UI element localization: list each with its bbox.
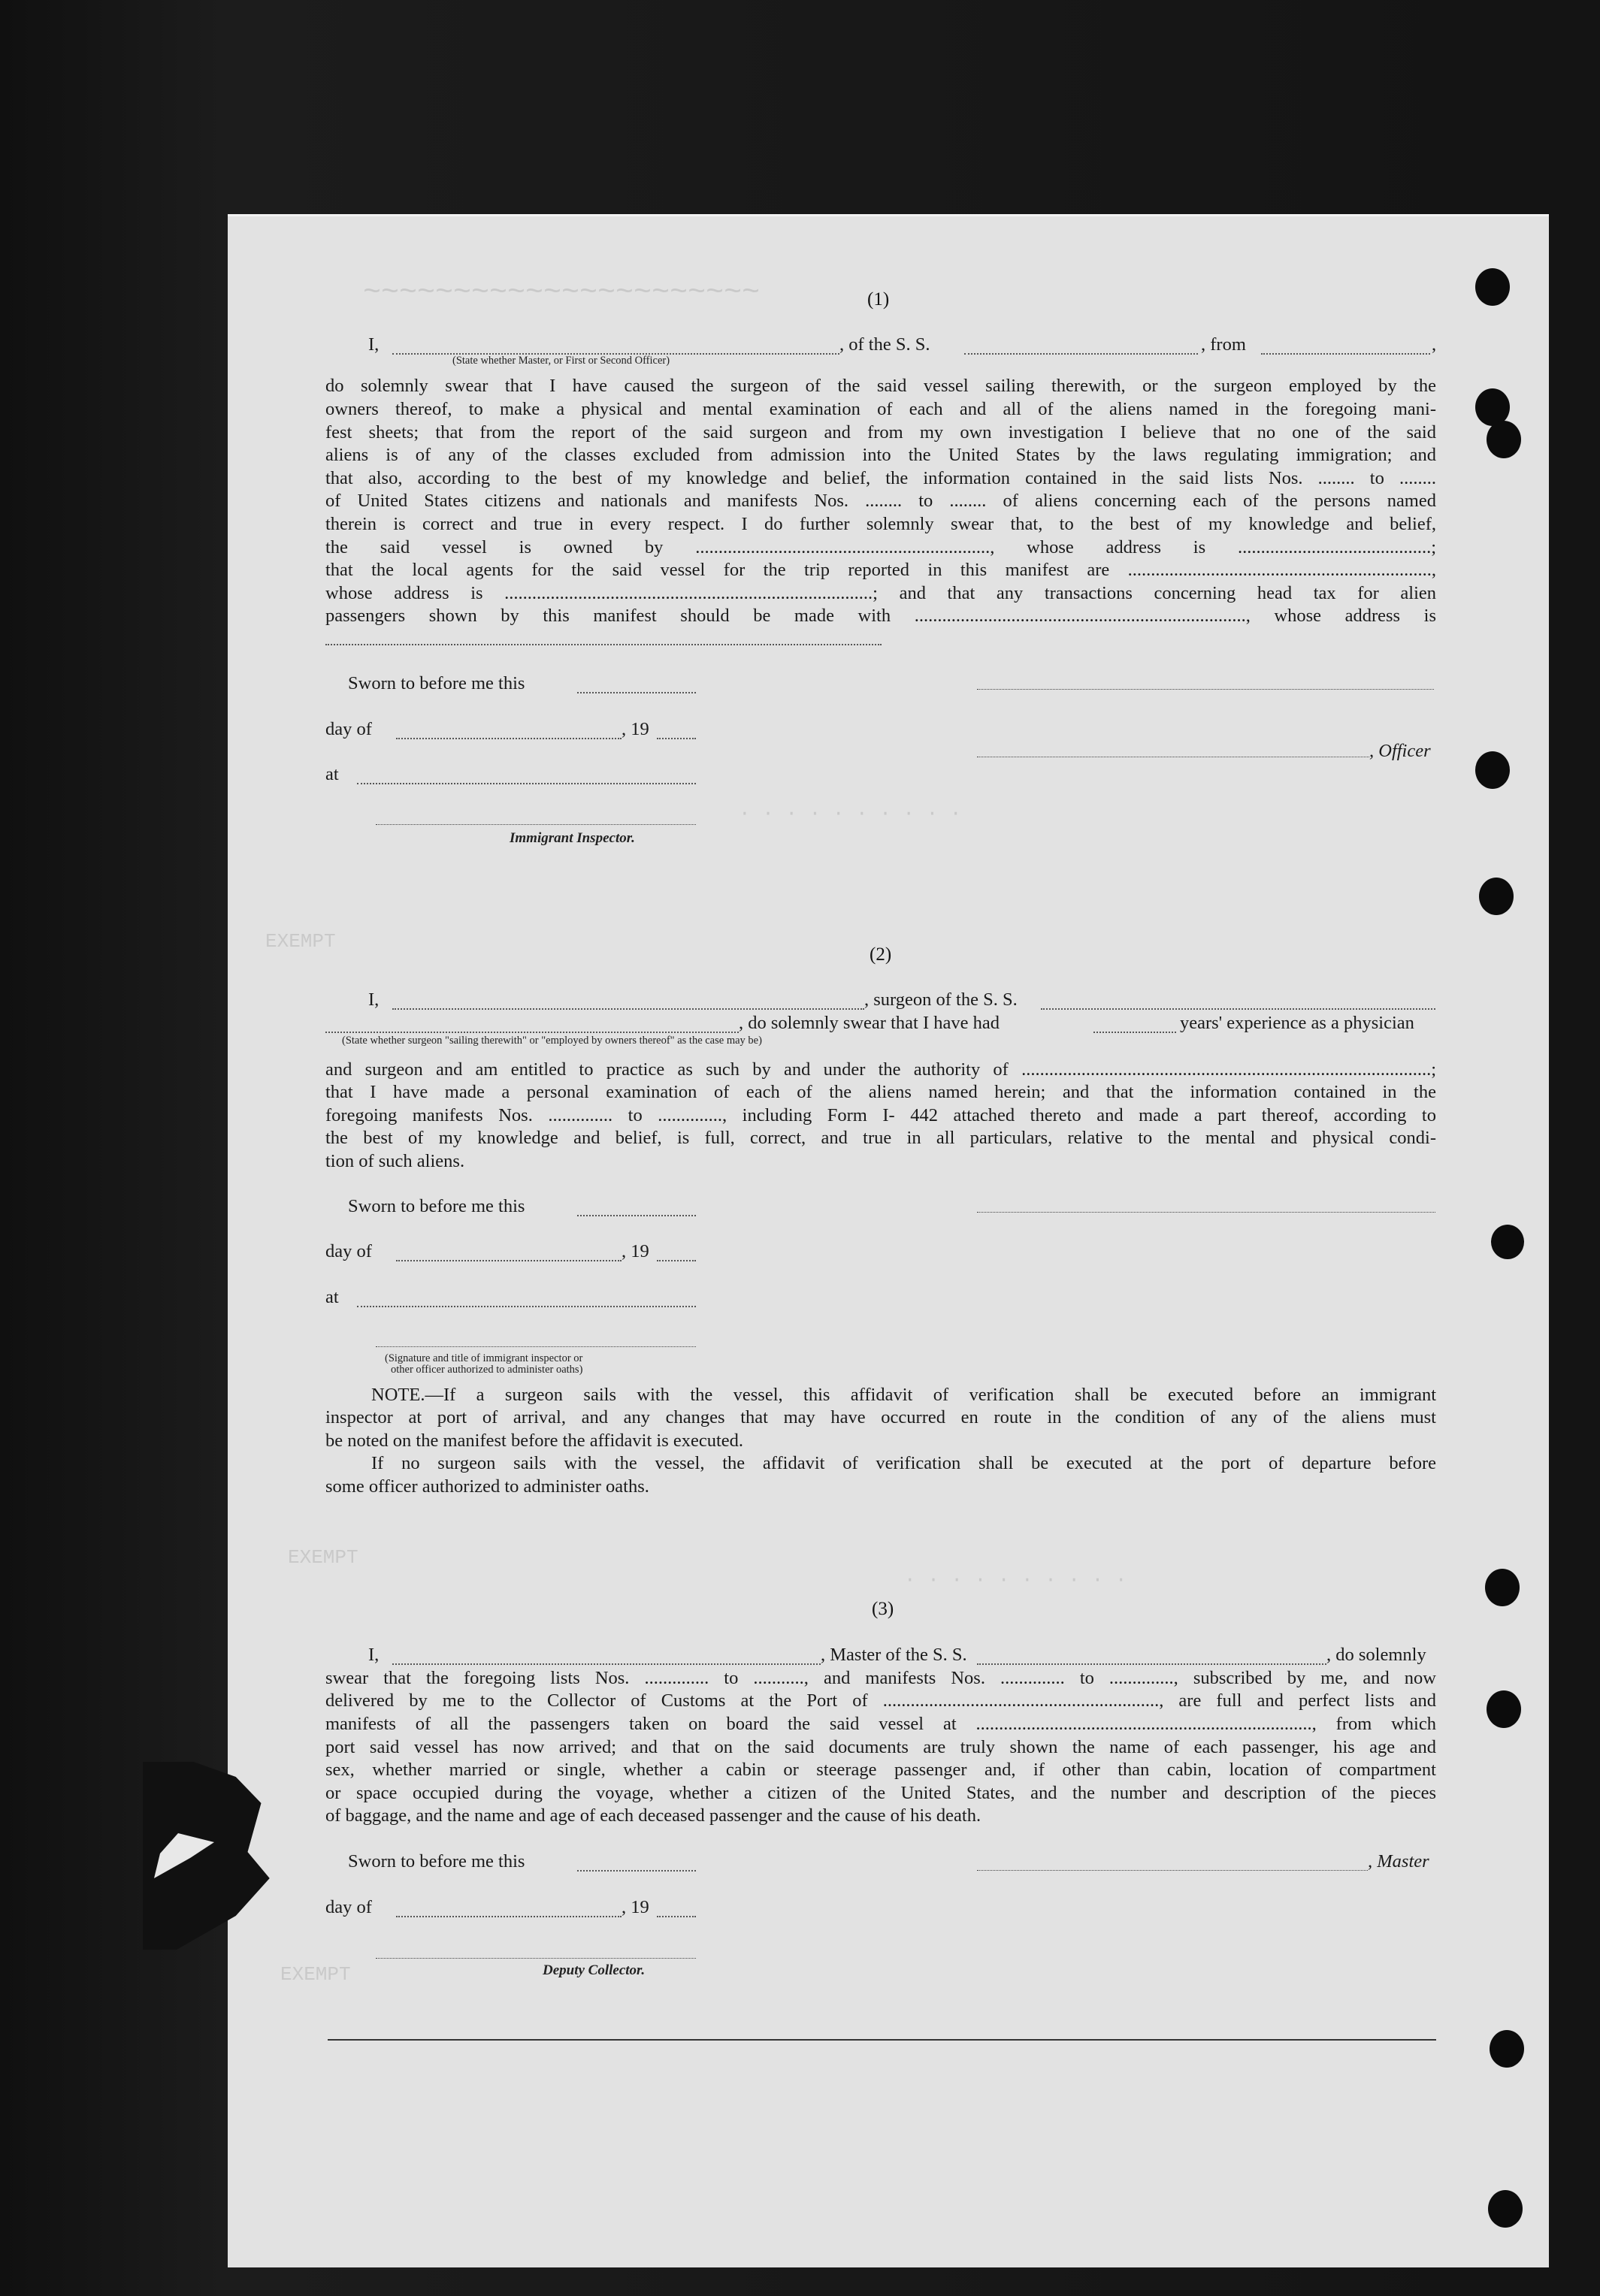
paragraph-line: delivered by me to the Collector of Customs at the Port of ............................................................, are full and perfect lists and xyxy=(325,1690,1436,1711)
paragraph-line: the said vessel is owned by ................................................................, whose address is ..........................................; xyxy=(325,537,1436,557)
note-line: be noted on the manifest before the affidavit is executed. xyxy=(325,1430,744,1451)
paragraph-line: tion of such aliens. xyxy=(325,1151,465,1171)
paragraph-line: therein is correct and true in every respect. I do further solemnly swear that, to the best of my knowledge and belief, xyxy=(325,514,1436,534)
paragraph-line: that the local agents for the said vessel for the trip reported in this manifest are .................................................................., xyxy=(325,560,1436,580)
deputy-collector-title: Deputy Collector. xyxy=(543,1962,646,1978)
paragraph-line: fest sheets; that from the report of the said surgeon and from my own investigation I believe that no one of the said xyxy=(325,422,1436,443)
officer-title: , Officer xyxy=(1369,741,1431,761)
inspector-signature-line-2[interactable] xyxy=(376,1346,696,1347)
year-label-2: , 19 xyxy=(622,1241,649,1261)
surgeon-of-ss-label: , surgeon of the S. S. xyxy=(864,989,1018,1010)
day-of-month-field-1[interactable] xyxy=(396,738,622,739)
bleed-through-mark: EXEMPT xyxy=(280,1963,351,1986)
paragraph-line: manifests of all the passengers taken on board the said vessel at ........................................................................., from which xyxy=(325,1714,1436,1734)
from-comma: , xyxy=(1432,334,1437,355)
at-place-field-2[interactable] xyxy=(357,1306,696,1307)
surgeon-name-field[interactable] xyxy=(392,1008,864,1010)
vessel-name-field[interactable] xyxy=(964,353,1198,355)
from-port-field[interactable] xyxy=(1261,353,1430,355)
officer-i-label: I, xyxy=(368,334,380,355)
paragraph-line: of baggage, and the name and age of each deceased passenger and the cause of his death. xyxy=(325,1805,981,1826)
paragraph-line: and surgeon and am entitled to practice as such by and under the authority of .........................................................................................; xyxy=(325,1059,1436,1080)
years-experience-field[interactable] xyxy=(1093,1032,1176,1033)
year-field-3[interactable] xyxy=(657,1916,696,1917)
paragraph-line: that also, according to the best of my knowledge and belief, the information contained in the said lists Nos. ........ to ........ xyxy=(325,468,1436,488)
bleed-through-mark: EXEMPT xyxy=(265,930,336,953)
punch-hole xyxy=(1488,2190,1523,2228)
sworn-label-3: Sworn to before me this xyxy=(348,1851,525,1872)
paragraph-line: of United States citizens and nationals and manifests Nos. ........ to ........ of aliens concerning each of the persons named xyxy=(325,491,1436,511)
sworn-day-field-1[interactable] xyxy=(577,692,696,693)
surgeon-vessel-field[interactable] xyxy=(1041,1008,1435,1010)
year-label-1: , 19 xyxy=(622,719,649,739)
paragraph-line: the best of my knowledge and belief, is full, correct, and true in all particulars, relative to the mental and physical condi- xyxy=(325,1128,1436,1148)
punch-hole xyxy=(1487,421,1521,458)
bleed-through-mark: · · · · · · · · · · xyxy=(739,802,962,825)
master-name-field[interactable] xyxy=(392,1663,821,1665)
punch-hole xyxy=(1479,878,1514,915)
note-line: NOTE.—If a surgeon sails with the vessel, this affidavit of verification shall be executed before an immigrant xyxy=(371,1385,1436,1405)
collector-signature-line[interactable] xyxy=(376,1958,696,1959)
paragraph-line: or space occupied during the voyage, whether a citizen of the United States, and the number and description of the pieces xyxy=(325,1783,1436,1803)
master-signature-line[interactable] xyxy=(977,1870,1368,1871)
punch-hole xyxy=(1487,1690,1521,1728)
from-label: , from xyxy=(1201,334,1246,355)
bleed-through-mark: ~~~~~~~~~~~~~~~~~~~~~~ xyxy=(363,276,761,310)
paragraph-line: aliens is of any of the classes excluded from admission into the United States by the laws regulating immigration; and xyxy=(325,445,1436,465)
bleed-through-mark: · · · · · · · · · · xyxy=(904,1569,1127,1591)
officer-rank-note: (State whether Master, or First or Second Officer) xyxy=(452,355,670,367)
punch-hole xyxy=(1475,751,1510,789)
do-solemnly-label: , do solemnly xyxy=(1326,1645,1426,1665)
paragraph-line: that I have made a personal examination of each of the aliens named herein; and that the information contained in the xyxy=(325,1082,1436,1102)
paragraph-line: swear that the foregoing lists Nos. .............. to ..........., and manifests Nos. .............. to .............., subscribed by me, and now xyxy=(325,1668,1436,1688)
day-of-month-field-2[interactable] xyxy=(396,1260,622,1261)
surgeon-status-note: (State whether surgeon "sailing therewith" or "employed by owners thereof" as the case may be) xyxy=(342,1035,762,1047)
signature-note-line-1: (Signature and title of immigrant inspector or xyxy=(385,1352,583,1364)
master-of-ss-label: , Master of the S. S. xyxy=(821,1645,967,1665)
paragraph-line: whose address is ................................................................................; and that any transactions concerning head tax for alien xyxy=(325,583,1436,603)
master-i-label: I, xyxy=(368,1645,380,1665)
punch-hole xyxy=(1490,2030,1524,2068)
paragraph-line: do solemnly swear that I have caused the surgeon of the said vessel sailing therewith, or the surgeon employed by the xyxy=(325,376,1436,396)
immigrant-inspector-title: Immigrant Inspector. xyxy=(510,830,635,846)
at-place-field-1[interactable] xyxy=(357,783,696,784)
bleed-through-mark: EXEMPT xyxy=(288,1546,358,1569)
at-label-2: at xyxy=(325,1287,339,1307)
surgeon-i-label: I, xyxy=(368,989,380,1010)
master-title: , Master xyxy=(1368,1851,1429,1872)
sworn-day-field-3[interactable] xyxy=(577,1870,696,1872)
year-field-1[interactable] xyxy=(657,738,696,739)
section-1-number: (1) xyxy=(867,289,890,310)
surgeon-signature-line[interactable] xyxy=(977,1212,1435,1213)
paragraph-line: sex, whether married or single, whether a cabin or steerage passenger and, if other than cabin, location of compartment xyxy=(325,1760,1436,1780)
paragraph-line: port said vessel has now arrived; and that on the said documents are truly shown the name of each passenger, his age and xyxy=(325,1737,1436,1757)
years-experience-label: years' experience as a physician xyxy=(1180,1013,1414,1033)
year-field-2[interactable] xyxy=(657,1260,696,1261)
sworn-label-2: Sworn to before me this xyxy=(348,1196,525,1216)
master-vessel-field[interactable] xyxy=(977,1663,1326,1665)
punch-hole xyxy=(1475,268,1510,306)
at-label-1: at xyxy=(325,764,339,784)
note-line: If no surgeon sails with the vessel, the affidavit of verification shall be executed at the port of departure before xyxy=(371,1453,1436,1473)
punch-hole xyxy=(1491,1225,1524,1259)
note-line: some officer authorized to administer oaths. xyxy=(325,1476,649,1497)
sworn-day-field-2[interactable] xyxy=(577,1215,696,1216)
note-line: inspector at port of arrival, and any changes that may have occurred en route in the condition of any of the aliens must xyxy=(325,1407,1436,1427)
day-of-month-field-3[interactable] xyxy=(396,1916,622,1917)
surgeon-status-field[interactable] xyxy=(325,1032,739,1033)
signature-note-line-2: other officer authorized to administer oaths) xyxy=(391,1364,583,1376)
day-of-label-1: day of xyxy=(325,719,372,739)
paragraph-line: passengers shown by this manifest should be made with ........................................................................, whose address is xyxy=(325,606,1436,626)
section-3-number: (3) xyxy=(872,1599,894,1619)
officer-signature-line-1[interactable] xyxy=(977,689,1434,690)
of-ss-label: , of the S. S. xyxy=(839,334,930,355)
sworn-label-1: Sworn to before me this xyxy=(348,673,525,693)
bottom-rule xyxy=(328,2039,1436,2041)
paragraph-line: owners thereof, to make a physical and mental examination of each and all of the aliens named in the foregoing mani- xyxy=(325,399,1436,419)
day-of-label-3: day of xyxy=(325,1897,372,1917)
punch-hole xyxy=(1485,1569,1520,1606)
paragraph-line: foregoing manifests Nos. .............. to .............., including Form I- 442 attached thereto and made a part thereof, according to xyxy=(325,1105,1436,1125)
head-tax-address-field[interactable] xyxy=(325,644,882,645)
day-of-label-2: day of xyxy=(325,1241,372,1261)
year-label-3: , 19 xyxy=(622,1897,649,1917)
section-2-number: (2) xyxy=(870,944,892,965)
swear-label: , do solemnly swear that I have had xyxy=(739,1013,1000,1033)
inspector-signature-line[interactable] xyxy=(376,824,696,825)
